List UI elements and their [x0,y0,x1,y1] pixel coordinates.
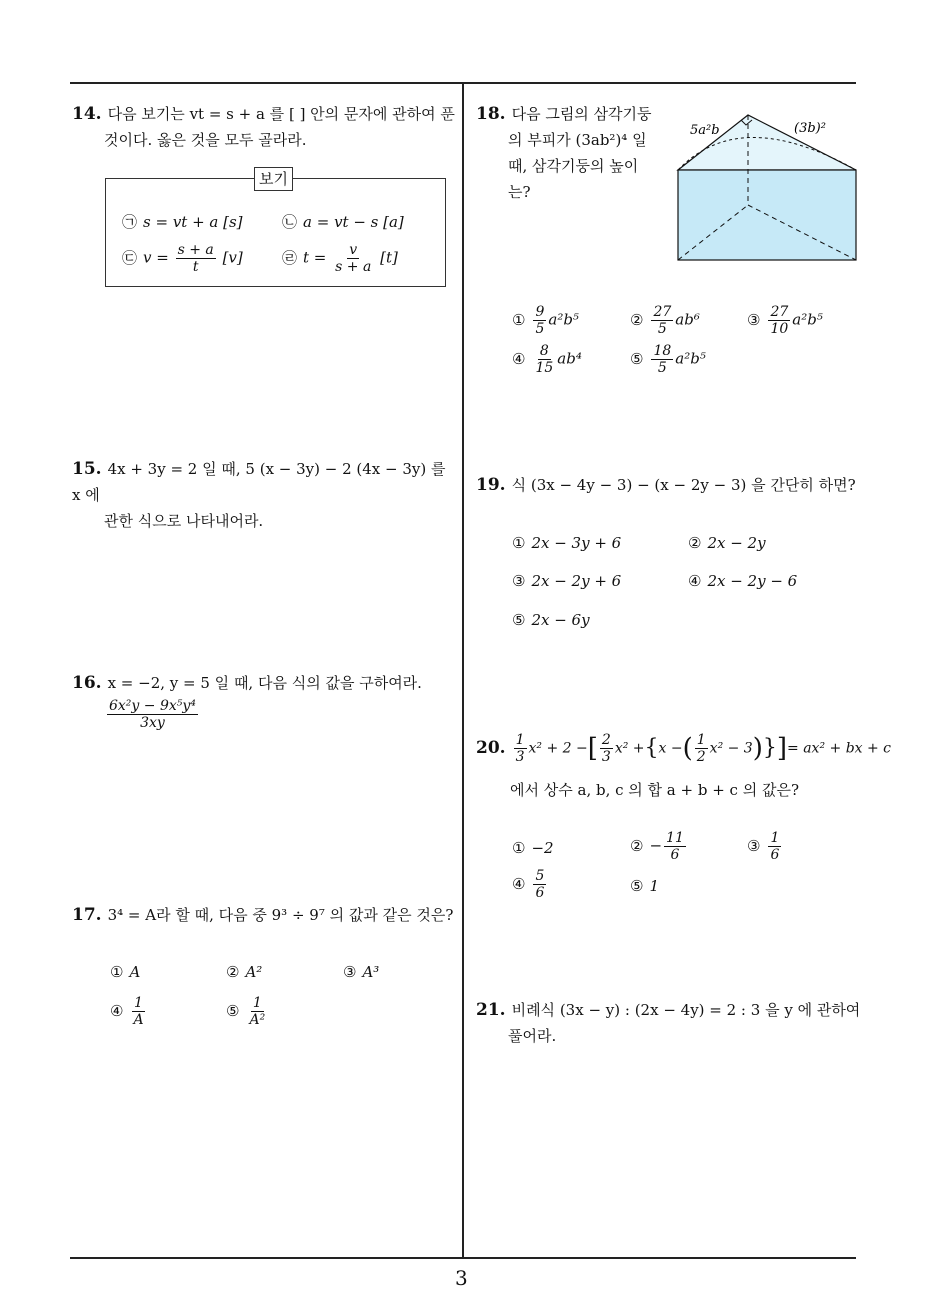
option-2[interactable]: ② 2x − 2y [688,534,766,552]
question-20: 20. $\frac{1}{3}$ x² + 2 −[ $\frac{2}{3}$ x² +{x −( $\frac{1}{2}$ x² − 3)}]= ax² + bx + c [476,732,892,765]
option-1[interactable]: ① −2 [512,839,554,857]
question-text-line1: x = −2, y = 5 일 때, 다음 식의 값을 구하여라. [107,674,422,692]
question-20-line2: 에서 상수 a, b, c 의 합 a + b + c 의 값은? [510,781,800,799]
option-3[interactable]: ③ $\frac{27}{10}$ a²b⁵ [747,304,823,337]
question-text-line1: 4x + 3y = 2 일 때, 5 (x − 3y) − 2 (4x − 3y) 를 x 에 [72,460,446,504]
question-number: 15. [72,459,102,479]
question-15 [72,456,457,534]
question-text-line4: 는? [508,183,531,201]
question-text-line2: 관한 식으로 나타내어라. [104,512,264,530]
question-18 [476,101,676,205]
question-number: 21. [476,1000,506,1020]
option-4[interactable]: ④ $\frac{5}{6}$ [512,868,545,901]
option-3[interactable]: ③ $\frac{1}{6}$ [747,830,780,863]
question-16-fraction: $\frac{\text{6x²y − 9x⁵y⁴}}{3xy}$ [109,698,196,731]
question-number: 19. [476,475,506,495]
question-text-line1: 3⁴ = A라 할 때, 다음 중 9³ ÷ 9⁷ 의 값과 같은 것은? [107,906,454,924]
question-number: 17. [72,905,102,925]
question-text-line1: 다음 그림의 삼각기둥 [511,105,652,123]
example-item-4: ㉣ t = $\frac{v}{s + a}$ [t] [282,242,398,275]
question-21 [476,997,876,1049]
question-text-line2: 것이다. 옳은 것을 모두 골라라. [104,131,307,149]
question-number: 20. [476,737,506,758]
question-text-line1: 식 (3x − 4y − 3) − (x − 2y − 3) 을 간단히 하면? [511,476,856,494]
example-item-1: ㉠ s = vt + a [s] [122,213,243,231]
question-19 [476,472,861,498]
label-right-edge: (3b)² [794,121,826,136]
page-number: 3 [455,1266,468,1290]
question-text-line2: 풀어라. [508,1027,557,1045]
option-5[interactable]: ⑤ $\frac{18}{5}$ a²b⁵ [630,343,706,376]
option-2[interactable]: ② $\frac{27}{5}$ ab⁶ [630,304,700,337]
question-14 [72,101,457,153]
option-5[interactable]: ⑤ 1 [630,877,659,895]
option-5[interactable]: ⑤ $\frac{1}{\text{A²}}$ [226,995,266,1028]
question-16 [72,670,457,696]
prism-figure [670,100,870,270]
question-number: 16. [72,673,102,693]
example-box-title: 보기 [254,167,293,191]
option-1[interactable]: ① A [110,963,141,981]
question-number: 18. [476,104,506,124]
question-17 [72,902,457,928]
option-2[interactable]: ② − $\frac{11}{6}$ [630,830,684,863]
option-1[interactable]: ① 2x − 3y + 6 [512,534,622,552]
question-text-line1: 비례식 (3x − y) : (2x − 4y) = 2 : 3 을 y 에 관하여 [511,1001,861,1019]
option-3[interactable]: ③ 2x − 2y + 6 [512,572,622,590]
question-text-line1: 다음 보기는 vt = s + a 를 [ ] 안의 문자에 관하여 푼 [107,105,455,123]
option-4[interactable]: ④ $\frac{1}{A}$ [110,995,144,1028]
option-5[interactable]: ⑤ 2x − 6y [512,611,590,629]
option-3[interactable]: ③ A³ [343,963,380,981]
option-2[interactable]: ② A² [226,963,263,981]
question-number: 14. [72,104,102,124]
bottom-rule [70,1257,856,1259]
example-item-3: ㉢ v = $\frac{s + a}{t}$ [v] [122,242,243,275]
example-item-2: ㉡ a = vt − s [a] [282,213,404,231]
question-text-line3: 때, 삼각기둥의 높이 [508,157,639,175]
option-4[interactable]: ④ $\frac{8}{15}$ ab⁴ [512,343,582,376]
option-1[interactable]: ① $\frac{9}{5}$ a²b⁵ [512,304,579,337]
option-4[interactable]: ④ 2x − 2y − 6 [688,572,798,590]
question-text-line2: 의 부피가 (3ab²)⁴ 일 [508,131,647,149]
label-left-edge: 5a²b [690,123,720,138]
column-divider [462,82,464,1258]
